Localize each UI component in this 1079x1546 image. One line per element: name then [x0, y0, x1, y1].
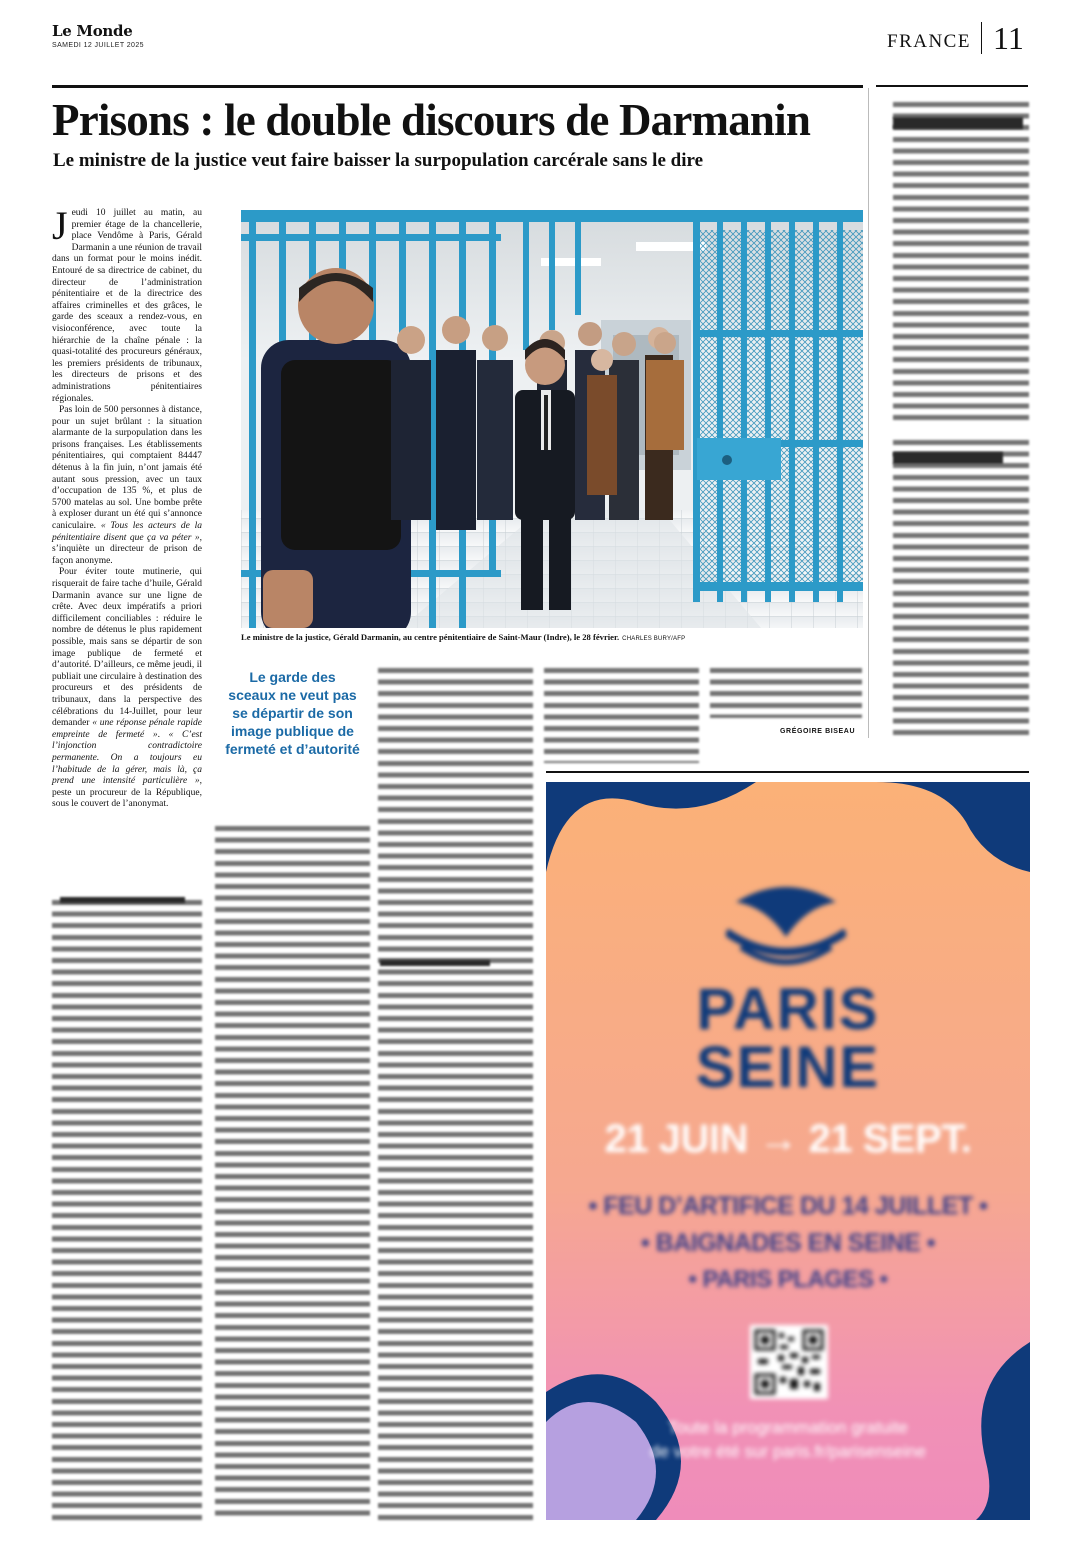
sidebar-column — [893, 102, 1029, 422]
column-2 — [215, 826, 370, 1520]
paragraph-2 — [52, 405, 202, 567]
ad-dates: 21 JUIN → 21 SEPT. — [604, 1117, 972, 1161]
ad-event-fireworks: • FEU D’ARTIFICE DU 14 JUILLET • — [588, 1192, 988, 1220]
paragraph-3-end: , peste un procureur de la République, sous le couvert de l’anonymat. — [52, 776, 202, 810]
paragraph-1 — [52, 203, 202, 405]
caption-text: Le ministre de la justice, Gérald Darmanin, au centre pénitentiaire de Saint-Maur (Indre), le 28 février. — [241, 632, 620, 642]
article-photo — [241, 210, 863, 628]
section-label: FRANCE — [887, 31, 971, 52]
ad-brand-paris: PARIS — [696, 977, 880, 1042]
sidebar-top-rule — [876, 85, 1028, 87]
photo-caption — [241, 632, 863, 642]
sidebar-title-2 — [893, 452, 1003, 464]
paragraph-3 — [52, 567, 202, 810]
drop-cap: J — [52, 203, 68, 248]
article-lead-column — [52, 203, 203, 811]
sidebar-column-2 — [893, 440, 1029, 736]
quote: « Tous les acteurs de la pénitentiaire disent que ça va péter » — [52, 521, 202, 543]
column-3 — [378, 668, 533, 1520]
quote: « C’est l’injonction contradictoire permanente. On a toujours eu l’habitude de la gérer, mais là, ça prend une intensité particulière » — [52, 729, 202, 787]
ad-event-swimming: • BAIGNADES EN SEINE • — [640, 1229, 936, 1257]
paris-seine-advertisement[interactable] — [546, 782, 1030, 1520]
paragraph-1-text: eudi 10 juillet au matin, au premier étage de la chancellerie, place Vendôme à Paris, Gérald Darmanin a une réunion de travail dans un format pour le moins inédit. Entouré de sa directrice de cabinet, du directeur de l’administration pénitentiaire et de la directrice des affaires criminelles et des grâces, le garde des sceaux a rendez-vous, en visioconférence, avec toute la hiérarchie de la chaîne pénale : la quasi-totalité des procureurs généraux, les premiers présidents de tribunaux, les directeurs de prisons et des administrations pénitentiaires régionales. — [52, 208, 202, 404]
ad-brand-seine: SEINE — [695, 1035, 881, 1100]
ad-event-beaches: • PARIS PLAGES • — [688, 1266, 888, 1293]
paris-seine-logo-icon — [726, 862, 846, 972]
masthead: Le Monde — [52, 22, 133, 40]
article-top-rule — [52, 85, 863, 88]
ad-footer-line-2[interactable]: de votre été sur paris.fr/parisenseine — [650, 1442, 926, 1461]
paragraph-2-text: Pas loin de 500 personnes à distance, pour un sujet brûlant : la situation alarmante de la surpopulation dans les prisons françaises. Les établissements pénitentiaires, qui comptaient 84447 détenus à la fin juin, n’ont jamais été autant sous pression, avec un taux d’occupation de 135 %, et plus de 5700 matelas au sol. Une bombe prête à exploser durant un été qui s’annonce caniculaire. — [52, 405, 202, 532]
issue-date: SAMEDI 12 JUILLET 2025 — [52, 42, 144, 49]
column-5-top — [710, 668, 862, 718]
paragraph-3-text: Pour éviter toute mutinerie, qui risquerait de faire tache d’huile, Gérald Darmanin avance sur une ligne de crête. Avec deux impératifs a priori difficilement conciliables : réduire le nombre de détenus le plus rapidement possible, mais sans se départir de son image publique de fermeté et d’autorité. D’ailleurs, ce même jeudi, il publiait une circulaire à destination des procureurs et des présidents de tribunaux, dans la perspective des célébrations du 14-Juillet, pour leur demander — [52, 567, 202, 729]
subheadline: Le ministre de la justice veut faire baisser la surpopulation carcérale sans le dire — [53, 150, 703, 171]
photo-credit: CHARLES BURY/AFP — [622, 636, 686, 642]
header-divider — [981, 22, 982, 54]
qr-code-icon[interactable] — [750, 1325, 828, 1399]
headline: Prisons : le double discours de Darmanin — [52, 95, 811, 145]
column-divider — [868, 88, 869, 738]
column-4-top — [544, 668, 699, 763]
quote: « une réponse pénale rapide empreinte de fermeté » — [52, 718, 203, 740]
intertitle-2 — [380, 960, 490, 966]
punctuation: . — [157, 729, 169, 740]
ad-top-rule — [546, 771, 1029, 773]
column-1-lower — [52, 900, 202, 1520]
prison-corridor-illustration — [241, 210, 863, 628]
pull-quote: Le garde des sceaux ne veut pas se départir de son image publique de fermeté et d’autorité — [225, 669, 360, 757]
sidebar-title-1 — [893, 117, 1023, 129]
paragraph-2-end: , s’inquiète un directeur de prison de façon anonyme. — [52, 532, 202, 566]
ad-footer-line-1: Toute la programmation gratuite — [667, 1418, 909, 1437]
intertitle-1 — [60, 897, 185, 903]
byline: GRÉGOIRE BISEAU — [780, 728, 856, 735]
page-number: 11 — [993, 20, 1024, 56]
